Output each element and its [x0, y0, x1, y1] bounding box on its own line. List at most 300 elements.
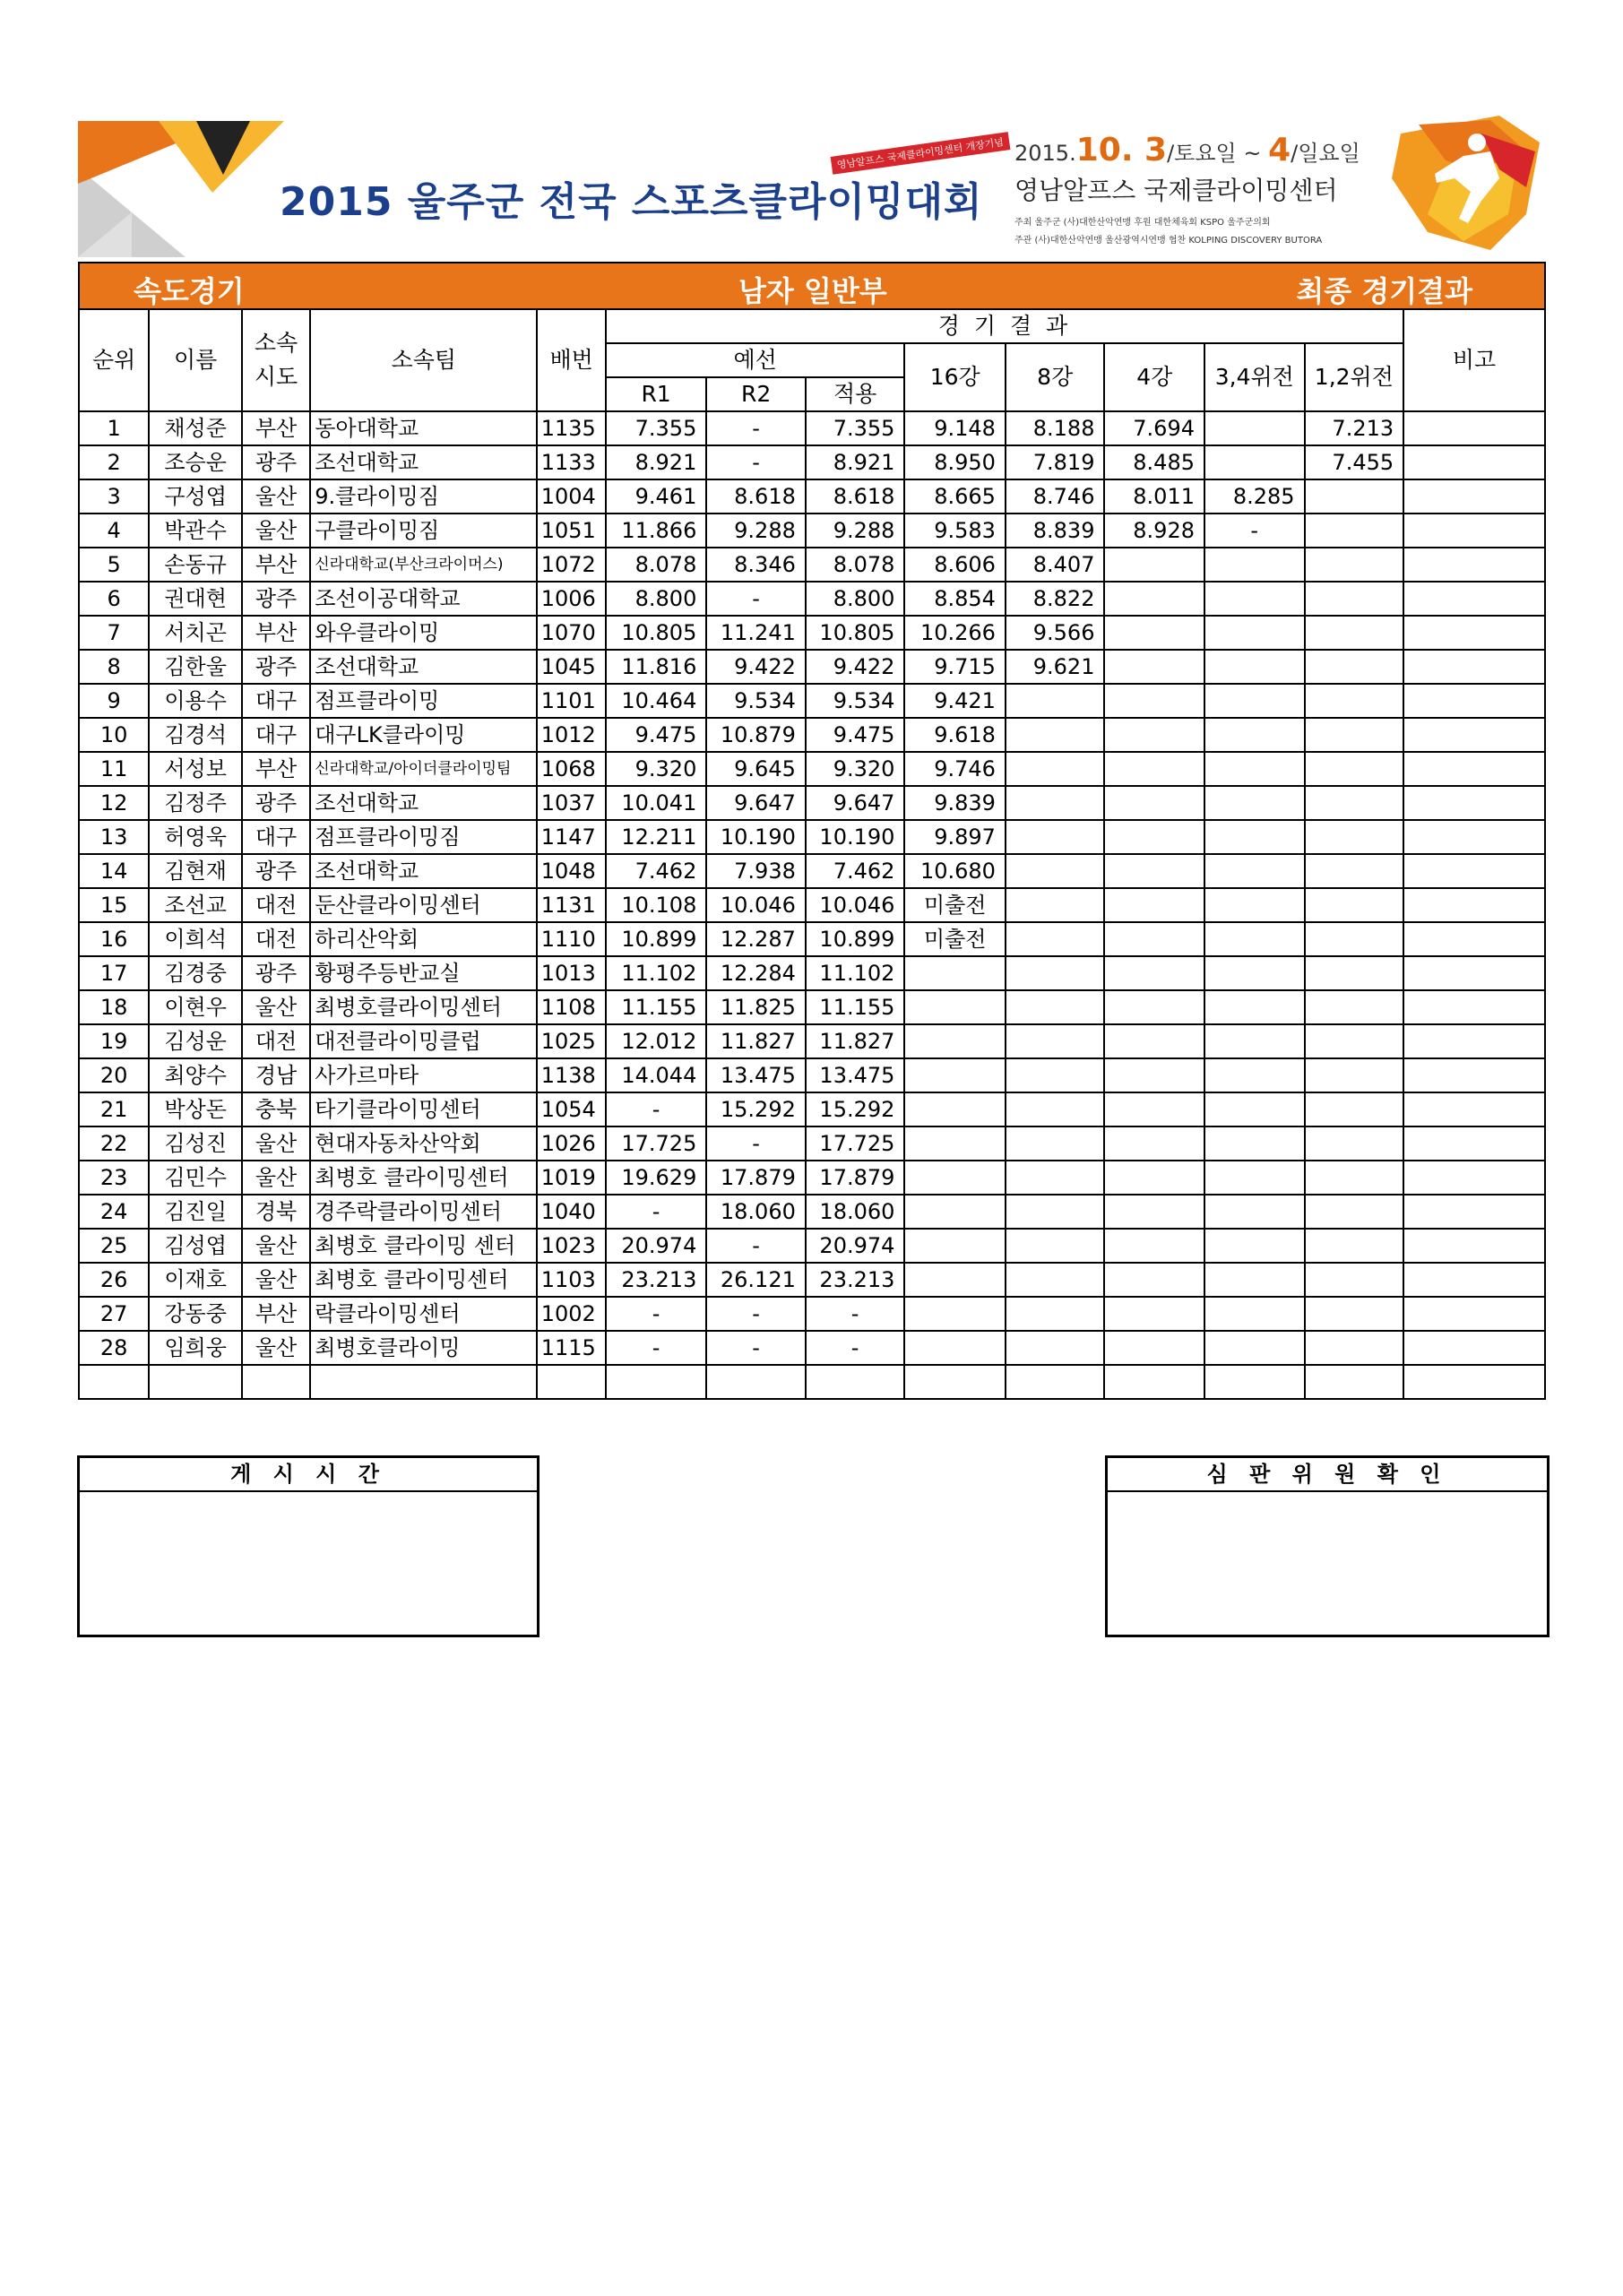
- cell-r1: 12.012: [606, 1024, 707, 1058]
- cell-final: [1305, 922, 1404, 956]
- cell-final: [1305, 1263, 1404, 1297]
- cell-r1: 11.816: [606, 650, 707, 684]
- cell-applied: 10.899: [806, 922, 905, 956]
- opening-ribbon: 영남알프스 국제클라이밍센터 개장기념: [831, 132, 1010, 175]
- cell-applied: 11.827: [806, 1024, 905, 1058]
- cell-note: [1403, 650, 1545, 684]
- cell-name: 박상돈: [149, 1092, 242, 1126]
- cell-note: [1403, 1229, 1545, 1263]
- cell-round16: 8.854: [904, 582, 1006, 616]
- col-applied: 적용: [806, 377, 905, 411]
- cell-quarterfinal: [1006, 922, 1105, 956]
- cell-r2: 9.647: [706, 786, 806, 820]
- cell-semifinal: 8.928: [1104, 514, 1204, 548]
- cell-team: 와우클라이밍: [310, 616, 537, 650]
- cell-rank: 17: [79, 956, 149, 990]
- section-header-bar: [78, 262, 1546, 308]
- cell-final: [1305, 650, 1404, 684]
- cell-bib: 1037: [537, 786, 605, 820]
- cell-applied: 23.213: [806, 1263, 905, 1297]
- cell-name: 김성엽: [149, 1229, 242, 1263]
- cell-third-place: [1204, 718, 1305, 752]
- cell-r2: 11.825: [706, 990, 806, 1024]
- cell-r2: 11.827: [706, 1024, 806, 1058]
- cell-semifinal: [1104, 1229, 1204, 1263]
- cell-round16: 9.715: [904, 650, 1006, 684]
- col-region-line2: 시도: [254, 364, 298, 390]
- cell-name: 김민수: [149, 1161, 242, 1195]
- cell-region: 대구: [242, 718, 310, 752]
- cell-bib: 1115: [537, 1331, 605, 1365]
- cell-final: [1305, 479, 1404, 514]
- cell-empty: [1403, 1365, 1545, 1399]
- cell-region: 부산: [242, 548, 310, 582]
- cell-team: 조선이공대학교: [310, 582, 537, 616]
- cell-applied: 9.422: [806, 650, 905, 684]
- cell-region: 광주: [242, 582, 310, 616]
- cell-applied: 8.800: [806, 582, 905, 616]
- cell-team: 락클라이밍센터: [310, 1297, 537, 1331]
- cell-team: 대전클라이밍클럽: [310, 1024, 537, 1058]
- cell-round16: 10.680: [904, 854, 1006, 888]
- cell-team: 최병호클라이밍센터: [310, 990, 537, 1024]
- table-row-empty: [79, 1365, 1545, 1399]
- cell-third-place: [1204, 820, 1305, 854]
- cell-semifinal: [1104, 684, 1204, 718]
- decor-triangle: [196, 121, 250, 175]
- cell-team: 9.클라이밍짐: [310, 479, 537, 514]
- date-mid: /토요일 ~: [1167, 141, 1269, 166]
- table-row: [79, 786, 1545, 820]
- cell-bib: 1054: [537, 1092, 605, 1126]
- cell-round16: 9.148: [904, 411, 1006, 445]
- cell-quarterfinal: [1006, 1297, 1105, 1331]
- cell-rank: 24: [79, 1195, 149, 1229]
- cell-region: 울산: [242, 479, 310, 514]
- cell-round16: 9.746: [904, 752, 1006, 786]
- cell-region: 울산: [242, 1331, 310, 1365]
- cell-round16: 9.421: [904, 684, 1006, 718]
- table-row: [79, 1229, 1545, 1263]
- cell-note: [1403, 718, 1545, 752]
- cell-round16: 9.618: [904, 718, 1006, 752]
- table-row: [79, 650, 1545, 684]
- cell-round16: 9.839: [904, 786, 1006, 820]
- cell-semifinal: [1104, 752, 1204, 786]
- cell-final: [1305, 888, 1404, 922]
- cell-round16: 8.950: [904, 445, 1006, 479]
- cell-quarterfinal: [1006, 956, 1105, 990]
- cell-r2: 8.618: [706, 479, 806, 514]
- cell-quarterfinal: [1006, 1058, 1105, 1092]
- judge-confirm-label: 심 판 위 원 확 인: [1108, 1458, 1547, 1492]
- cell-semifinal: 8.485: [1104, 445, 1204, 479]
- sponsor-line: 주관 (사)대한산악연맹 울산광역시연맹 협찬 KOLPING DISCOVERY BUTORA: [1014, 236, 1323, 246]
- cell-third-place: [1204, 411, 1305, 445]
- col-semifinal: 4강: [1104, 343, 1204, 411]
- judge-confirm-box: [1105, 1455, 1550, 1637]
- cell-empty: [904, 1365, 1006, 1399]
- table-row: [79, 514, 1545, 548]
- cell-round16: 8.665: [904, 479, 1006, 514]
- table-row: [79, 479, 1545, 514]
- cell-bib: 1012: [537, 718, 605, 752]
- cell-team: 최병호클라이밍: [310, 1331, 537, 1365]
- cell-semifinal: 8.011: [1104, 479, 1204, 514]
- cell-round16: 9.583: [904, 514, 1006, 548]
- cell-note: [1403, 1161, 1545, 1195]
- cell-region: 대전: [242, 922, 310, 956]
- cell-final: [1305, 1024, 1404, 1058]
- cell-round16: [904, 1024, 1006, 1058]
- cell-team: 하리산악회: [310, 922, 537, 956]
- table-row: [79, 1331, 1545, 1365]
- cell-r2: 18.060: [706, 1195, 806, 1229]
- cell-r1: -: [606, 1297, 707, 1331]
- cell-r1: 20.974: [606, 1229, 707, 1263]
- cell-final: [1305, 514, 1404, 548]
- cell-team: 동아대학교: [310, 411, 537, 445]
- cell-r1: 9.475: [606, 718, 707, 752]
- cell-third-place: [1204, 650, 1305, 684]
- cell-team: 조선대학교: [310, 650, 537, 684]
- cell-semifinal: [1104, 1024, 1204, 1058]
- cell-r2: 12.284: [706, 956, 806, 990]
- cell-semifinal: [1104, 718, 1204, 752]
- cell-applied: -: [806, 1297, 905, 1331]
- cell-r1: -: [606, 1331, 707, 1365]
- cell-r1: 14.044: [606, 1058, 707, 1092]
- cell-rank: 25: [79, 1229, 149, 1263]
- cell-bib: 1026: [537, 1126, 605, 1161]
- cell-bib: 1019: [537, 1161, 605, 1195]
- cell-empty: [806, 1365, 905, 1399]
- cell-note: [1403, 445, 1545, 479]
- cell-r2: 7.938: [706, 854, 806, 888]
- cell-name: 박관수: [149, 514, 242, 548]
- cell-note: [1403, 956, 1545, 990]
- cell-applied: 8.618: [806, 479, 905, 514]
- cell-semifinal: [1104, 888, 1204, 922]
- cell-region: 울산: [242, 514, 310, 548]
- cell-third-place: [1204, 1161, 1305, 1195]
- cell-bib: 1023: [537, 1229, 605, 1263]
- cell-region: 충북: [242, 1092, 310, 1126]
- cell-region: 부산: [242, 411, 310, 445]
- table-row: [79, 548, 1545, 582]
- cell-final: [1305, 990, 1404, 1024]
- cell-r1: 10.464: [606, 684, 707, 718]
- cell-applied: 11.102: [806, 956, 905, 990]
- cell-third-place: [1204, 1058, 1305, 1092]
- cell-semifinal: [1104, 990, 1204, 1024]
- col-r1: R1: [606, 377, 707, 411]
- cell-empty: [310, 1365, 537, 1399]
- cell-r1: 10.805: [606, 616, 707, 650]
- date-suffix: /일요일: [1291, 141, 1360, 166]
- event-venue: 영남알프스 국제클라이밍센터: [1014, 176, 1338, 205]
- cell-note: [1403, 1297, 1545, 1331]
- event-type: 속도경기: [134, 274, 245, 308]
- cell-quarterfinal: 9.621: [1006, 650, 1105, 684]
- cell-quarterfinal: 8.746: [1006, 479, 1105, 514]
- cell-note: [1403, 514, 1545, 548]
- cell-applied: 9.534: [806, 684, 905, 718]
- cell-round16: 9.897: [904, 820, 1006, 854]
- cell-name: 조승운: [149, 445, 242, 479]
- cell-region: 대구: [242, 820, 310, 854]
- table-row: [79, 616, 1545, 650]
- cell-r2: -: [706, 411, 806, 445]
- cell-round16: [904, 1331, 1006, 1365]
- cell-third-place: [1204, 922, 1305, 956]
- cell-final: [1305, 582, 1404, 616]
- date-year: 2015.: [1014, 141, 1076, 166]
- col-final: 1,2위전: [1305, 343, 1404, 411]
- cell-name: 손동규: [149, 548, 242, 582]
- cell-semifinal: [1104, 1263, 1204, 1297]
- cell-note: [1403, 1092, 1545, 1126]
- cell-bib: 1048: [537, 854, 605, 888]
- cell-third-place: [1204, 956, 1305, 990]
- cell-quarterfinal: [1006, 1092, 1105, 1126]
- cell-empty: [537, 1365, 605, 1399]
- table-row: [79, 1126, 1545, 1161]
- cell-bib: 1101: [537, 684, 605, 718]
- cell-name: 이희석: [149, 922, 242, 956]
- cell-note: [1403, 888, 1545, 922]
- cell-name: 김한울: [149, 650, 242, 684]
- cell-region: 경남: [242, 1058, 310, 1092]
- cell-name: 김경석: [149, 718, 242, 752]
- cell-empty: [242, 1365, 310, 1399]
- cell-team: 조선대학교: [310, 786, 537, 820]
- cell-bib: 1025: [537, 1024, 605, 1058]
- cell-region: 울산: [242, 1126, 310, 1161]
- table-row: [79, 922, 1545, 956]
- cell-name: 김성진: [149, 1126, 242, 1161]
- cell-r1: 10.108: [606, 888, 707, 922]
- cell-final: [1305, 752, 1404, 786]
- cell-applied: 7.462: [806, 854, 905, 888]
- cell-team: 조선대학교: [310, 854, 537, 888]
- cell-third-place: [1204, 1092, 1305, 1126]
- cell-third-place: [1204, 616, 1305, 650]
- cell-quarterfinal: [1006, 1263, 1105, 1297]
- cell-semifinal: [1104, 922, 1204, 956]
- cell-third-place: [1204, 1229, 1305, 1263]
- cell-r1: 11.155: [606, 990, 707, 1024]
- cell-bib: 1013: [537, 956, 605, 990]
- climber-logo-icon: [1392, 116, 1544, 250]
- cell-r2: 12.287: [706, 922, 806, 956]
- cell-round16: [904, 1229, 1006, 1263]
- cell-round16: [904, 990, 1006, 1024]
- cell-applied: 10.805: [806, 616, 905, 650]
- cell-final: [1305, 1126, 1404, 1161]
- cell-bib: 1135: [537, 411, 605, 445]
- cell-bib: 1002: [537, 1297, 605, 1331]
- cell-quarterfinal: [1006, 752, 1105, 786]
- cell-name: 김진일: [149, 1195, 242, 1229]
- cell-semifinal: [1104, 1161, 1204, 1195]
- cell-rank: 22: [79, 1126, 149, 1161]
- cell-round16: [904, 1263, 1006, 1297]
- cell-region: 광주: [242, 854, 310, 888]
- cell-name: 김경중: [149, 956, 242, 990]
- cell-r1: 9.320: [606, 752, 707, 786]
- cell-region: 부산: [242, 1297, 310, 1331]
- cell-region: 광주: [242, 956, 310, 990]
- cell-bib: 1040: [537, 1195, 605, 1229]
- cell-quarterfinal: 8.822: [1006, 582, 1105, 616]
- cell-empty: [1104, 1365, 1204, 1399]
- cell-name: 조선교: [149, 888, 242, 922]
- cell-bib: 1147: [537, 820, 605, 854]
- cell-rank: 26: [79, 1263, 149, 1297]
- cell-bib: 1108: [537, 990, 605, 1024]
- col-region-line1: 소속: [254, 330, 298, 356]
- cell-empty: [1204, 1365, 1305, 1399]
- cell-region: 경북: [242, 1195, 310, 1229]
- cell-third-place: [1204, 752, 1305, 786]
- cell-final: [1305, 820, 1404, 854]
- table-row: [79, 582, 1545, 616]
- cell-r2: 8.346: [706, 548, 806, 582]
- cell-quarterfinal: [1006, 820, 1105, 854]
- cell-team: 구클라이밍짐: [310, 514, 537, 548]
- cell-third-place: [1204, 990, 1305, 1024]
- cell-name: 이용수: [149, 684, 242, 718]
- cell-rank: 12: [79, 786, 149, 820]
- cell-r1: 9.461: [606, 479, 707, 514]
- decor-triangle: [78, 212, 132, 257]
- cell-team: 신라대학교/아이더클라이밍팀: [310, 752, 537, 786]
- cell-quarterfinal: [1006, 1229, 1105, 1263]
- cell-final: [1305, 1195, 1404, 1229]
- cell-r2: 17.879: [706, 1161, 806, 1195]
- cell-bib: 1133: [537, 445, 605, 479]
- cell-semifinal: [1104, 548, 1204, 582]
- cell-r1: 11.866: [606, 514, 707, 548]
- cell-name: 임희웅: [149, 1331, 242, 1365]
- cell-quarterfinal: [1006, 1331, 1105, 1365]
- cell-r2: 15.292: [706, 1092, 806, 1126]
- cell-note: [1403, 1024, 1545, 1058]
- cell-round16: [904, 1126, 1006, 1161]
- cell-rank: 10: [79, 718, 149, 752]
- cell-third-place: [1204, 445, 1305, 479]
- cell-applied: 15.292: [806, 1092, 905, 1126]
- cell-r1: 23.213: [606, 1263, 707, 1297]
- cell-rank: 16: [79, 922, 149, 956]
- cell-quarterfinal: 9.566: [1006, 616, 1105, 650]
- cell-bib: 1004: [537, 479, 605, 514]
- cell-rank: 27: [79, 1297, 149, 1331]
- post-time-box: [77, 1455, 540, 1637]
- cell-rank: 15: [79, 888, 149, 922]
- cell-empty: [149, 1365, 242, 1399]
- cell-r2: 10.879: [706, 718, 806, 752]
- cell-bib: 1131: [537, 888, 605, 922]
- col-results: 경 기 결 과: [606, 309, 1403, 343]
- cell-region: 광주: [242, 445, 310, 479]
- cell-name: 최양수: [149, 1058, 242, 1092]
- table-row: [79, 1058, 1545, 1092]
- cell-r2: 10.190: [706, 820, 806, 854]
- cell-name: 김현재: [149, 854, 242, 888]
- cell-semifinal: [1104, 1195, 1204, 1229]
- cell-bib: 1068: [537, 752, 605, 786]
- cell-final: [1305, 786, 1404, 820]
- cell-final: [1305, 1092, 1404, 1126]
- cell-note: [1403, 786, 1545, 820]
- cell-semifinal: [1104, 1058, 1204, 1092]
- cell-semifinal: [1104, 1126, 1204, 1161]
- cell-note: [1403, 1126, 1545, 1161]
- cell-rank: 4: [79, 514, 149, 548]
- cell-region: 대구: [242, 684, 310, 718]
- col-note: 비고: [1403, 309, 1545, 411]
- cell-note: [1403, 582, 1545, 616]
- cell-quarterfinal: 8.188: [1006, 411, 1105, 445]
- cell-team: 최병호 클라이밍센터: [310, 1263, 537, 1297]
- cell-quarterfinal: [1006, 1024, 1105, 1058]
- cell-r2: 9.288: [706, 514, 806, 548]
- cell-round16: [904, 1092, 1006, 1126]
- cell-quarterfinal: [1006, 786, 1105, 820]
- cell-quarterfinal: [1006, 1161, 1105, 1195]
- cell-third-place: [1204, 854, 1305, 888]
- cell-applied: 7.355: [806, 411, 905, 445]
- cell-round16: [904, 1297, 1006, 1331]
- cell-r2: -: [706, 1229, 806, 1263]
- cell-third-place: [1204, 1195, 1305, 1229]
- cell-r2: -: [706, 1126, 806, 1161]
- cell-team: 황평주등반교실: [310, 956, 537, 990]
- cell-applied: 17.879: [806, 1161, 905, 1195]
- cell-bib: 1138: [537, 1058, 605, 1092]
- cell-note: [1403, 548, 1545, 582]
- col-r2: R2: [706, 377, 806, 411]
- cell-third-place: [1204, 1331, 1305, 1365]
- cell-quarterfinal: 8.407: [1006, 548, 1105, 582]
- cell-note: [1403, 990, 1545, 1024]
- event-date: [1014, 132, 1360, 168]
- cell-empty: [1006, 1365, 1105, 1399]
- cell-name: 권대현: [149, 582, 242, 616]
- cell-quarterfinal: [1006, 684, 1105, 718]
- cell-empty: [706, 1365, 806, 1399]
- cell-r2: 10.046: [706, 888, 806, 922]
- cell-applied: 18.060: [806, 1195, 905, 1229]
- cell-note: [1403, 1331, 1545, 1365]
- cell-team: 점프클라이밍: [310, 684, 537, 718]
- table-row: [79, 854, 1545, 888]
- cell-quarterfinal: [1006, 990, 1105, 1024]
- cell-bib: 1072: [537, 548, 605, 582]
- cell-r1: 19.629: [606, 1161, 707, 1195]
- cell-round16: 8.606: [904, 548, 1006, 582]
- col-quarterfinal: 8강: [1006, 343, 1105, 411]
- cell-r2: 9.422: [706, 650, 806, 684]
- cell-note: [1403, 411, 1545, 445]
- cell-name: 채성준: [149, 411, 242, 445]
- table-row: [79, 1297, 1545, 1331]
- table-row: [79, 684, 1545, 718]
- cell-quarterfinal: [1006, 854, 1105, 888]
- table-row: [79, 820, 1545, 854]
